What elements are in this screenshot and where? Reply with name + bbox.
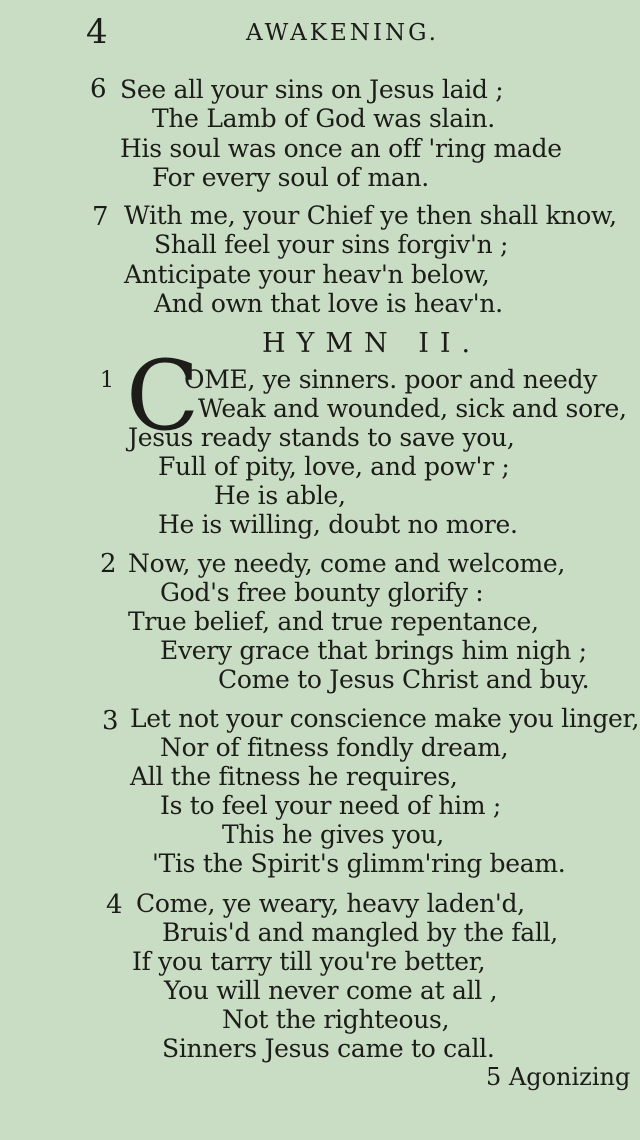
hymn-line: This he gives you, — [222, 820, 444, 849]
hymn-line: The Lamb of God was slain. — [152, 104, 495, 133]
hymn-line: Come, ye weary, heavy laden'd, — [136, 889, 525, 918]
running-head: AWAKENING. — [246, 20, 439, 46]
hymn-line: If you tarry till you're better, — [132, 947, 486, 976]
hymn-line: Not the righteous, — [222, 1005, 450, 1034]
hymn-line: Let not your conscience make you linger, — [130, 704, 640, 733]
verse-number: 4 — [106, 890, 123, 920]
hymn-line: Jesus ready stands to save you, — [128, 423, 515, 452]
verse-number: 6 — [90, 74, 107, 104]
hymn-line: See all your sins on Jesus laid ; — [120, 75, 504, 104]
hymn-line: You will never come at all , — [164, 976, 498, 1005]
hymn-line: Is to feel your need of him ; — [160, 791, 502, 820]
hymn-line: He is able, — [214, 481, 346, 510]
hymn-line: Now, ye needy, come and welcome, — [128, 549, 566, 578]
hymn-line: Weak and wounded, sick and sore, — [198, 394, 627, 423]
hymn-line: 'Tis the Spirit's glimm'ring beam. — [152, 849, 566, 878]
hymn-line: All the fitness he requires, — [130, 762, 458, 791]
verse-number: 1 — [100, 368, 114, 393]
hymn-line: Sinners Jesus came to call. — [162, 1034, 495, 1063]
hymn-line: And own that love is heav'n. — [154, 289, 503, 318]
hymn-line: OME, ye sinners. poor and needy — [184, 365, 598, 394]
verse-number: 3 — [102, 706, 119, 736]
hymn-line: Come to Jesus Christ and buy. — [218, 665, 590, 694]
hymn-line: Anticipate your heav'n below, — [124, 260, 490, 289]
hymn-line: For every soul of man. — [152, 163, 429, 192]
hymn-line: He is willing, doubt no more. — [158, 510, 518, 539]
drop-cap: C — [126, 340, 200, 452]
hymn-line: Nor of fitness fondly dream, — [160, 733, 509, 762]
hymn-line: Every grace that brings him nigh ; — [160, 636, 587, 665]
hymn-line: God's free bounty glorify : — [160, 578, 484, 607]
page-number: 4 — [86, 12, 108, 52]
catchword: 5 Agonizing — [486, 1063, 631, 1091]
hymn-line: Shall feel your sins forgiv'n ; — [154, 230, 509, 259]
verse-number: 2 — [100, 549, 117, 579]
hymn-line: True belief, and true repentance, — [128, 607, 539, 636]
hymn-line: His soul was once an off 'ring made — [120, 134, 562, 163]
hymn-line: With me, your Chief ye then shall know, — [124, 201, 617, 230]
verse-number: 7 — [92, 202, 109, 232]
hymn-line: Bruis'd and mangled by the fall, — [162, 918, 558, 947]
hymn-line: Full of pity, love, and pow'r ; — [158, 452, 510, 481]
hymn-title: HYMN II. — [262, 328, 482, 359]
